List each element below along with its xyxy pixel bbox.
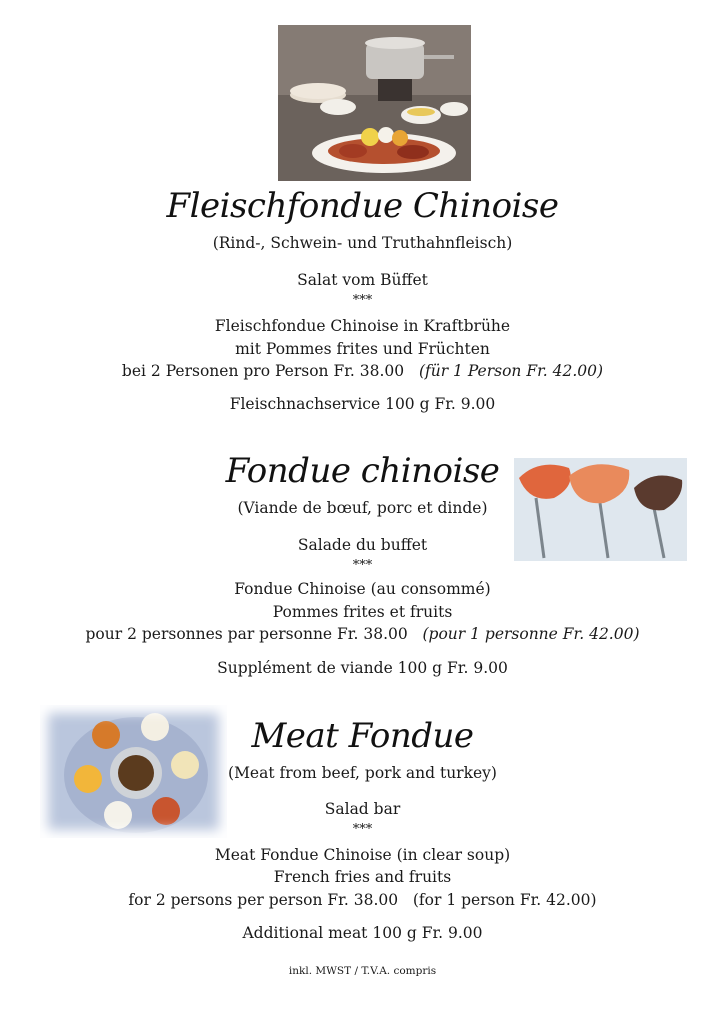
section-subtitle-de: (Rind-, Schwein- und Truthahnfleisch)	[212, 234, 513, 252]
extra-line-fr: Supplément de viande 100 g Fr. 9.00	[217, 659, 508, 677]
section-title-en: Meat Fondue	[251, 716, 474, 756]
price-alt-de: (für 1 Person Fr. 42.00)	[418, 362, 604, 380]
separator-en: ***	[352, 822, 373, 837]
menu-line-de-3: mit Pommes frites und Früchten	[235, 340, 490, 358]
separator-de: ***	[352, 293, 373, 308]
menu-line-en-2: Meat Fondue Chinoise (in clear soup)	[214, 846, 511, 864]
price-line-de	[0, 360, 725, 382]
price-main-de: bei 2 Personen pro Person Fr. 38.00	[121, 362, 405, 380]
separator-fr: ***	[352, 558, 373, 573]
section-subtitle-en: (Meat from beef, pork and turkey)	[228, 764, 497, 782]
price-line-en	[0, 889, 725, 911]
section-subtitle-fr: (Viande de bœuf, porc et dinde)	[237, 499, 488, 517]
footer-tax-note: inkl. MWST / T.V.A. compris	[288, 965, 437, 977]
menu-line-fr-1: Salade du buffet	[297, 536, 428, 554]
menu-line-de-2: Fleischfondue Chinoise in Kraftbrühe	[214, 317, 511, 335]
price-main-en: for 2 persons per person Fr. 38.00	[128, 891, 399, 909]
price-alt-en: (for 1 person Fr. 42.00)	[412, 891, 597, 909]
price-alt-fr: (pour 1 personne Fr. 42.00)	[422, 625, 640, 643]
menu-line-en-3: French fries and fruits	[273, 868, 452, 886]
menu-line-fr-3: Pommes frites et fruits	[272, 603, 453, 621]
fondue-pot-photo	[278, 25, 471, 181]
section-title-fr: Fondue chinoise	[225, 451, 500, 491]
price-main-fr: pour 2 personnes par personne Fr. 38.00	[85, 625, 408, 643]
extra-line-en: Additional meat 100 g Fr. 9.00	[242, 924, 483, 942]
price-line-fr	[0, 623, 725, 645]
section-title-de: Fleischfondue Chinoise	[166, 186, 559, 226]
menu-line-de-1: Salat vom Büffet	[297, 271, 428, 289]
menu-line-fr-2: Fondue Chinoise (au consommé)	[234, 580, 491, 598]
extra-line-de: Fleischnachservice 100 g Fr. 9.00	[229, 395, 496, 413]
menu-line-en-1: Salad bar	[324, 800, 401, 818]
